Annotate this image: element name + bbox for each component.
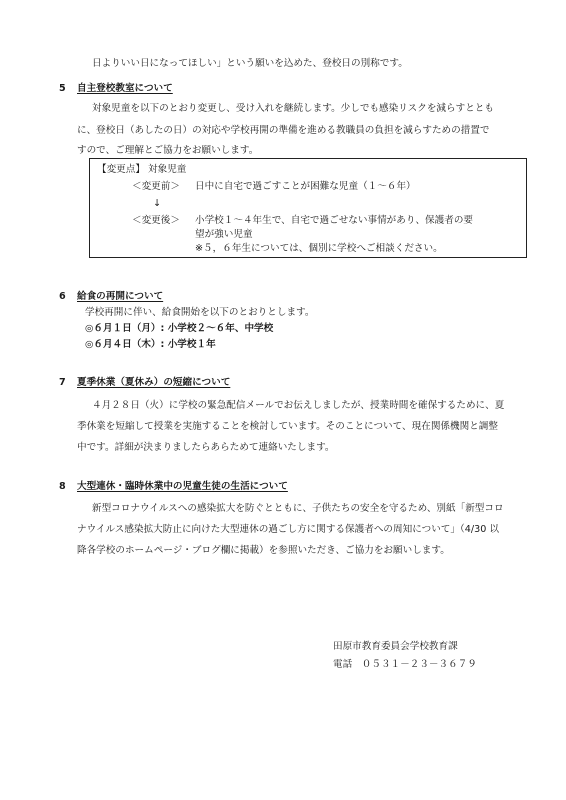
paragraph-line: 中です。詳細が決まりましたらあらためて連絡いたします。 bbox=[77, 442, 335, 453]
before-label: ＜変更前＞ bbox=[132, 181, 180, 192]
list-item: ◎６月４日（木）: 小学校１年 bbox=[85, 339, 216, 350]
section-title: 大型連休・臨時休業中の児童生徒の生活について bbox=[77, 481, 288, 492]
section-number: 8 bbox=[59, 481, 66, 492]
paragraph-line: 対象児童を以下のとおり変更し、受け入れを継続します。少しでも感染リスクを減らすととも bbox=[92, 103, 494, 114]
section-number: 7 bbox=[59, 377, 66, 388]
paragraph-line: ナウイルス感染拡大防止に向けた大型連休の過ごし方に関する保護者への周知について」（4/30 以 bbox=[77, 524, 499, 535]
intro-line: 日よりいい日になってほしい」という願いを込めた、登校日の別称です。 bbox=[92, 58, 408, 69]
list-item: ◎６月１日（月）: 小学校２～６年、中学校 bbox=[85, 323, 274, 334]
paragraph-line: 学校再開に伴い、給食開始を以下のとおりとします。 bbox=[85, 307, 315, 318]
paragraph-line: 季休業を短縮して授業を実施することを検討しています。そのことについて、現在関係機関と調整 bbox=[77, 421, 498, 432]
after-text: 望が強い児童 bbox=[195, 229, 253, 240]
paragraph-line: 新型コロナウイルスへの感染拡大を防ぐとともに、子供たちの安全を守るため、別紙「新型コロ bbox=[92, 503, 504, 514]
footer-organization: 田原市教育委員会学校教育課 bbox=[333, 641, 458, 652]
paragraph-line: に、登校日（あしたの日）の対応や学校再開の準備を進める教職員の負担を減らすための措置で bbox=[77, 125, 490, 136]
section-title: 夏季休業（夏休み）の短縮について bbox=[77, 377, 231, 388]
after-label: ＜変更後＞ bbox=[132, 215, 180, 226]
paragraph-line: 降各学校のホームページ・ブログ欄に掲載）を参照いただき、ご協力をお願いします。 bbox=[77, 545, 450, 556]
section-title: 給食の再開について bbox=[77, 291, 164, 302]
before-text: 日中に自宅で過ごすことが困難な児童（１～６年） bbox=[195, 181, 416, 192]
section-number: 5 bbox=[59, 83, 66, 94]
footer-phone: 電話 ０５３１－２３－３６７９ bbox=[333, 659, 477, 670]
arrow-down-icon: ↓ bbox=[153, 198, 162, 209]
section-title: 自主登校教室について bbox=[77, 83, 173, 94]
note-text: ※５，６年生については、個別に学校へご相談ください。 bbox=[195, 243, 443, 254]
paragraph-line: ４月２８日（火）に学校の緊急配信メールでお伝えしましたが、授業時間を確保するために、夏 bbox=[92, 400, 505, 411]
after-text: 小学校１～４年生で、自宅で過ごせない事情があり、保護者の要 bbox=[195, 215, 474, 226]
paragraph-line: すので、ご理解とご協力をお願いします。 bbox=[77, 145, 259, 156]
change-point-label: 【変更点】 対象児童 bbox=[97, 164, 187, 175]
section-number: 6 bbox=[59, 291, 66, 302]
